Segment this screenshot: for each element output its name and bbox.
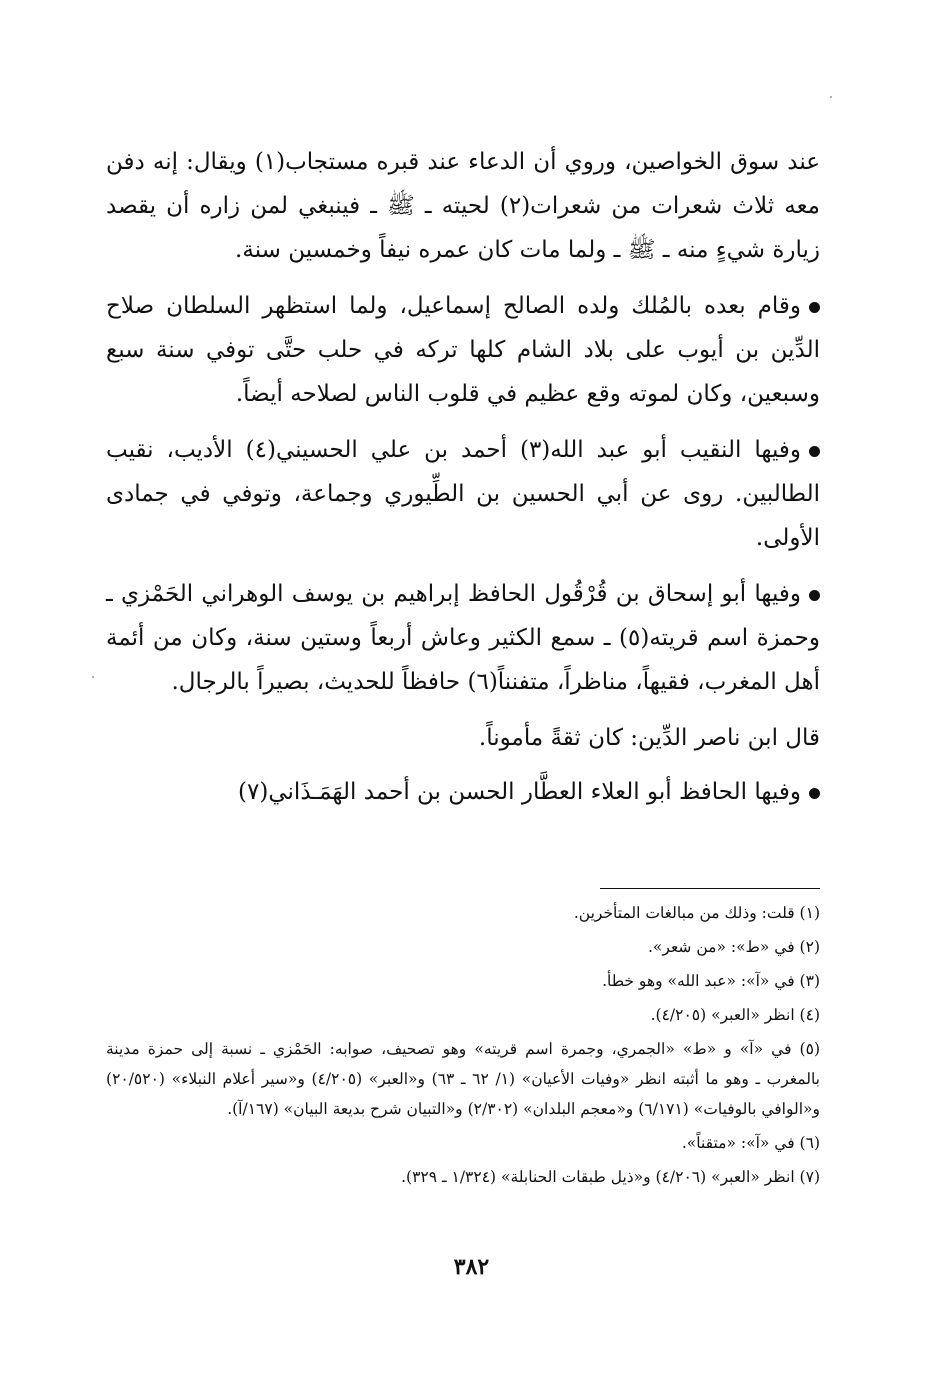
paragraph xyxy=(106,284,820,416)
footnote: (٣) في «آ»: «عبد الله» وهو خطأ. xyxy=(602,972,820,990)
paragraph-text: وقام بعده بالمُلك ولده الصالح إسماعيل، ولما استظهر السلطان صلاح الدِّين بن أيوب على بلاد الشام كلها تركه في حلب حتَّى توفي سنة سبع وسبعين، وكان لموته وقع عظيم في قلوب الناس لصلاحه أيضاً. xyxy=(106,293,820,407)
bullet-icon xyxy=(809,590,820,601)
paragraph-text: وفيها الحافظ أبو العلاء العطَّار الحسن بن أحمد الهَمَـذَاني(٧) xyxy=(238,779,801,805)
scan-speck xyxy=(92,676,94,678)
scan-speck xyxy=(830,96,832,98)
page-number: ٣٨٢ xyxy=(453,1254,490,1280)
bullet-icon xyxy=(809,446,820,457)
footnote: (٧) انظر «العبر» (٤/٢٠٦) و«ذيل طبقات الحنابلة» (١/٣٢٤ ـ ٣٢٩). xyxy=(401,1168,820,1186)
paragraph xyxy=(106,140,820,272)
footnote: (١) قلت: وذلك من مبالغات المتأخرين. xyxy=(573,904,820,922)
footnote: (٦) في «آ»: «متقناً». xyxy=(681,1134,820,1152)
main-text xyxy=(106,140,820,826)
paragraph xyxy=(106,572,820,704)
footnote: (٤) انظر «العبر» (٤/٢٠٥). xyxy=(650,1006,820,1024)
paragraph-text: وفيها النقيب أبو عبد الله(٣) أحمد بن علي الحسيني(٤) الأديب، نقيب الطالبين. روى عن أبي الحسين بن الطِّيوري وجماعة، وتوفي في جمادى الأولى. xyxy=(106,437,820,551)
paragraph-text: عند سوق الخواصين، وروي أن الدعاء عند قبره مستجاب(١) ويقال: إنه دفن معه ثلاث شعرات من شعرات(٢) لحيته ـ ﷺ ـ فينبغي لمن زاره أن يقصد زيارة شيءٍ منه ـ ﷺ ـ ولما مات كان عمره نيفاً وخمسين سنة. xyxy=(106,149,820,263)
footnote-divider xyxy=(600,888,820,889)
bullet-icon xyxy=(809,302,820,313)
footnote: (٥) في «آ» و «ط» «الجمري، وجمرة اسم قريته» وهو تصحيف، صوابه: الحَمْزي ـ نسبة إلى حمزة مدينة بالمغرب ـ وهو ما أثبته انظر «وفيات الأعيان» (١/ ٦٢ ـ ٦٣) و«العبر» (٤/٢٠٥) و«سير أعلام النبلاء» (٢٠/٥٢٠) و«الوافي بالوفيات» (٦/١٧١) و«معجم البلدان» (٢/٣٠٢) و«التبيان شرح بديعة البيان» (١٦٧/آ). xyxy=(106,1040,820,1118)
paragraph xyxy=(106,716,820,760)
paragraph xyxy=(106,428,820,560)
footnotes xyxy=(106,898,820,1196)
bullet-icon xyxy=(809,788,820,799)
paragraph-text: وفيها أبو إسحاق بن قُرْقُول الحافظ إبراهيم بن يوسف الوهراني الحَمْزي ـ وحمزة اسم قريته(٥) ـ سمع الكثير وعاش أربعاً وستين سنة، وكان من أئمة أهل المغرب، فقيهاً، مناظراً، متفنناً(٦) حافظاً للحديث، بصيراً بالرجال. xyxy=(106,581,820,695)
paragraph xyxy=(106,770,820,814)
paragraph-text: قال ابن ناصر الدِّين: كان ثقةً مأموناً. xyxy=(478,725,820,751)
footnote: (٢) في «ط»: «من شعر». xyxy=(647,938,820,956)
